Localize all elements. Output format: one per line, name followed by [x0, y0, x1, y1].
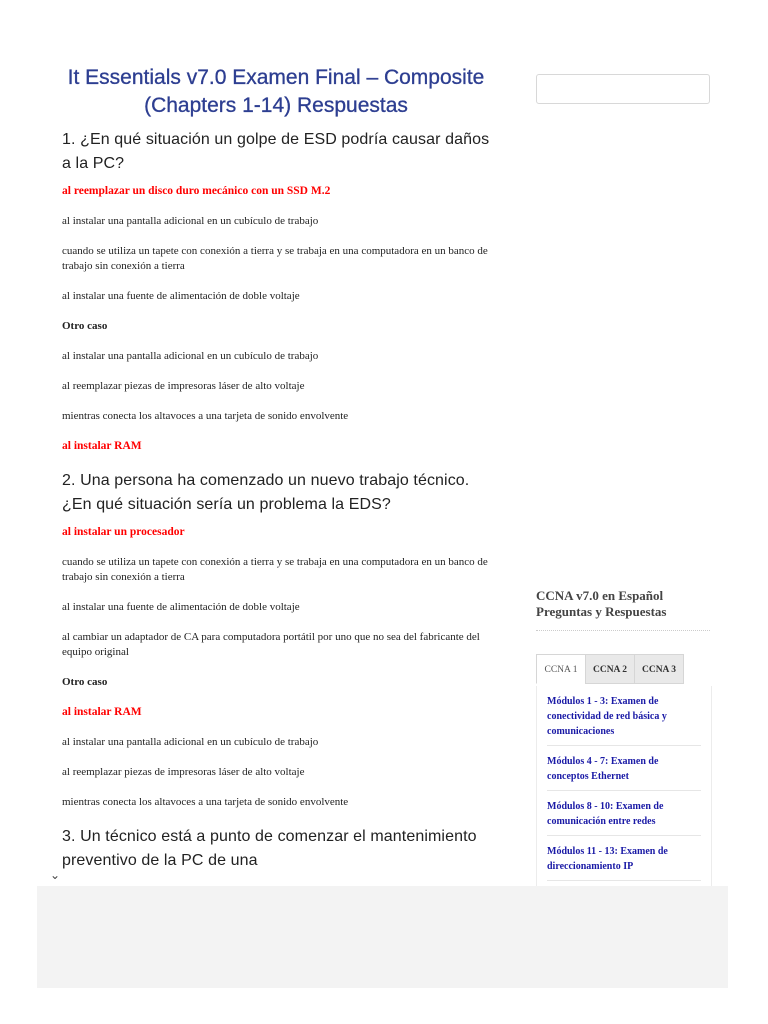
answer-option: al instalar una pantalla adicional en un cubículo de trabajo	[62, 215, 319, 227]
question-text: 2. Una persona ha comenzado un nuevo trabajo técnico. ¿En qué situación sería un problema la EDS?	[62, 472, 470, 513]
correct-answer: al instalar RAM	[62, 706, 142, 718]
question-text: 1. ¿En qué situación un golpe de ESD podría causar daños a la PC?	[62, 131, 490, 172]
search-input[interactable]	[536, 74, 710, 104]
tab-ccna-2[interactable]: CCNA 2	[585, 654, 635, 684]
answer-option: mientras conecta los altavoces a una tarjeta de sonido envolvente	[62, 796, 349, 808]
tab-ccna-3[interactable]: CCNA 3	[634, 654, 684, 684]
sidebar-tab-panel	[536, 686, 712, 886]
sidebar-widget-title: CCNA v7.0 en Español Preguntas y Respuestas	[536, 588, 710, 631]
sidebar-tabs	[536, 654, 710, 686]
sidebar-link[interactable]: Módulos 8 - 10: Examen de comunicación entre redes	[547, 791, 701, 836]
sidebar-link[interactable]: Módulos 4 - 7: Examen de conceptos Ethernet	[547, 746, 701, 791]
answer-option: al instalar una fuente de alimentación de doble voltaje	[62, 290, 300, 302]
question-block	[62, 469, 490, 810]
question-block	[62, 825, 490, 873]
answer-option: al instalar una pantalla adicional en un cubículo de trabajo	[62, 350, 319, 362]
sidebar-link[interactable]: Módulos 1 - 3: Examen de conectividad de red básica y comunicaciones	[547, 686, 701, 746]
sidebar-link[interactable]: Módulos 11 - 13: Examen de direccionamiento IP	[547, 836, 701, 881]
answer-option: al reemplazar piezas de impresoras láser de alto voltaje	[62, 380, 305, 392]
answer-option: cuando se utiliza un tapete con conexión a tierra y se trabaja en una computadora en un banco de trabajo sin conexión a tierra	[62, 556, 488, 583]
section-label: Otro caso	[62, 320, 108, 332]
answer-option: al cambiar un adaptador de CA para computadora portátil por uno que no sea del fabricante del equipo original	[62, 631, 480, 658]
answer-list	[62, 525, 490, 810]
answer-option: mientras conecta los altavoces a una tarjeta de sonido envolvente	[62, 410, 349, 422]
answer-option: al instalar una pantalla adicional en un cubículo de trabajo	[62, 736, 319, 748]
article	[62, 64, 490, 881]
correct-answer: al instalar un procesador	[62, 526, 185, 538]
question-text: 3. Un técnico está a punto de comenzar el mantenimiento preventivo de la PC de una	[62, 828, 477, 869]
answer-option: al instalar una fuente de alimentación de doble voltaje	[62, 601, 300, 613]
page-title: It Essentials v7.0 Examen Final – Composite (Chapters 1-14) Respuestas	[67, 66, 485, 117]
tab-ccna-1[interactable]: CCNA 1	[536, 654, 586, 684]
correct-answer: al instalar RAM	[62, 440, 142, 452]
answer-option: al reemplazar piezas de impresoras láser de alto voltaje	[62, 766, 305, 778]
bottom-banner	[37, 886, 728, 988]
section-label: Otro caso	[62, 676, 108, 688]
answer-option: cuando se utiliza un tapete con conexión a tierra y se trabaja en una computadora en un banco de trabajo sin conexión a tierra	[62, 245, 488, 272]
correct-answer: al reemplazar un disco duro mecánico con un SSD M.2	[62, 185, 331, 197]
question-block	[62, 128, 490, 454]
chevron-down-icon[interactable]: ⌄	[50, 868, 61, 882]
answer-list	[62, 184, 490, 454]
